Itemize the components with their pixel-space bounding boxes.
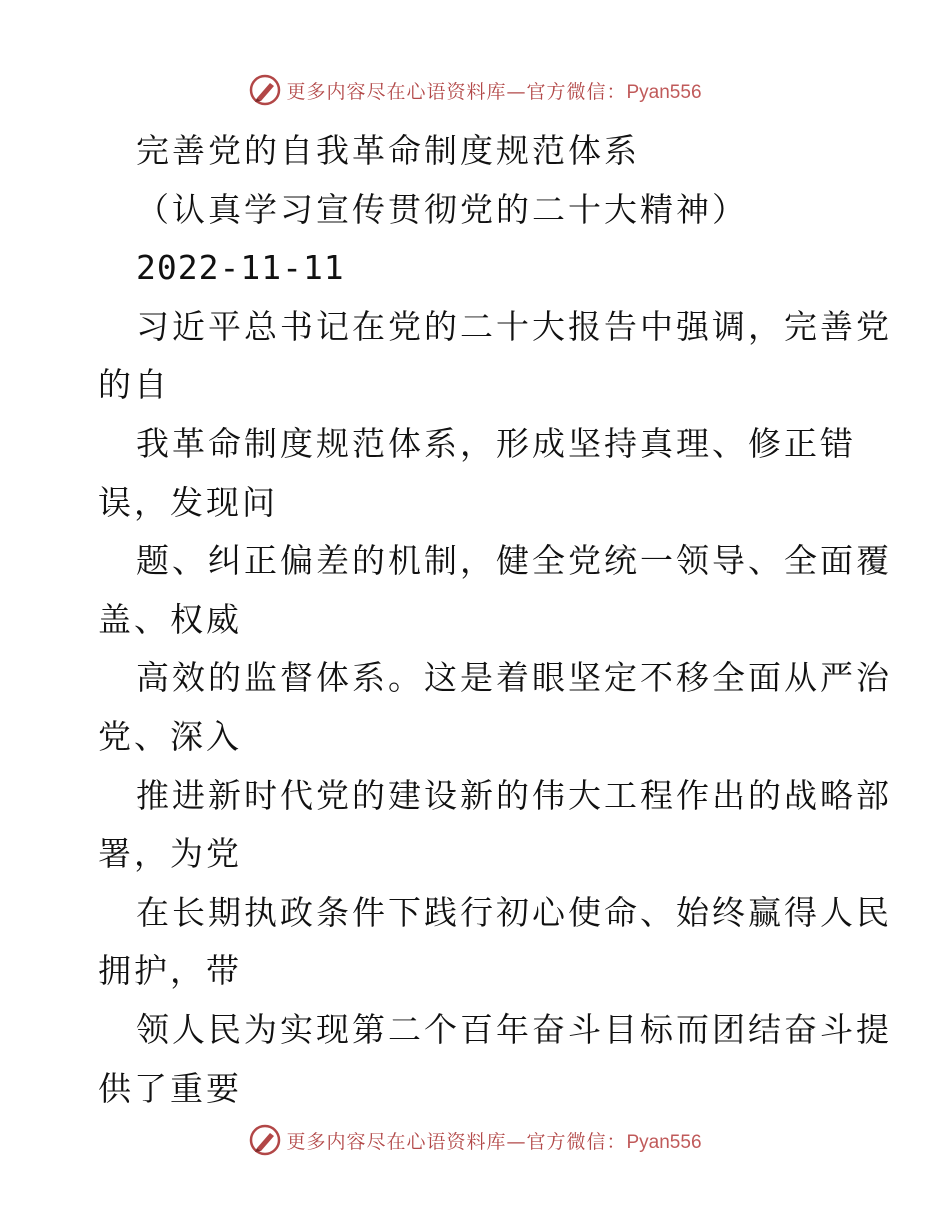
watermark-text: 更多内容尽在心语资料库—官方微信：Pyan556 [286,80,702,103]
text-line: 我革命制度规范体系，形成坚持真理、修正错 [136,423,856,463]
text-line: 领人民为实现第二个百年奋斗目标而团结奋斗提 [136,1009,892,1049]
document-title: 完善党的自我革命制度规范体系 [136,131,640,170]
pen-logo-icon [248,1123,282,1157]
text-line: 题、纠正偏差的机制，健全党统一领导、全面覆 [136,541,892,581]
text-line: 在长期执政条件下践行初心使命、始终赢得人民 [136,892,892,932]
text-line: 党、深入 [98,716,242,756]
text-line: 拥护，带 [98,951,242,991]
text-line: 的自 [98,365,170,405]
text-line: 盖、权威 [98,599,242,639]
footer-watermark [0,1120,950,1160]
document-subtitle: （认真学习宣传贯彻党的二十大精神） [136,189,748,229]
pen-logo-icon [248,73,282,107]
text-line: 供了重要 [98,1068,242,1108]
text-line: 推进新时代党的建设新的伟大工程作出的战略部 [136,775,892,815]
watermark-text: 更多内容尽在心语资料库—官方微信：Pyan556 [286,1130,702,1153]
document-date: 2022-11-11 [136,248,345,288]
text-line: 高效的监督体系。这是着眼坚定不移全面从严治 [136,658,892,698]
header-watermark [0,70,950,110]
text-line: 署，为党 [98,834,242,874]
text-line: 习近平总书记在党的二十大报告中强调，完善党 [136,306,892,346]
text-line: 误，发现问 [98,482,278,522]
document-body [98,122,892,1118]
